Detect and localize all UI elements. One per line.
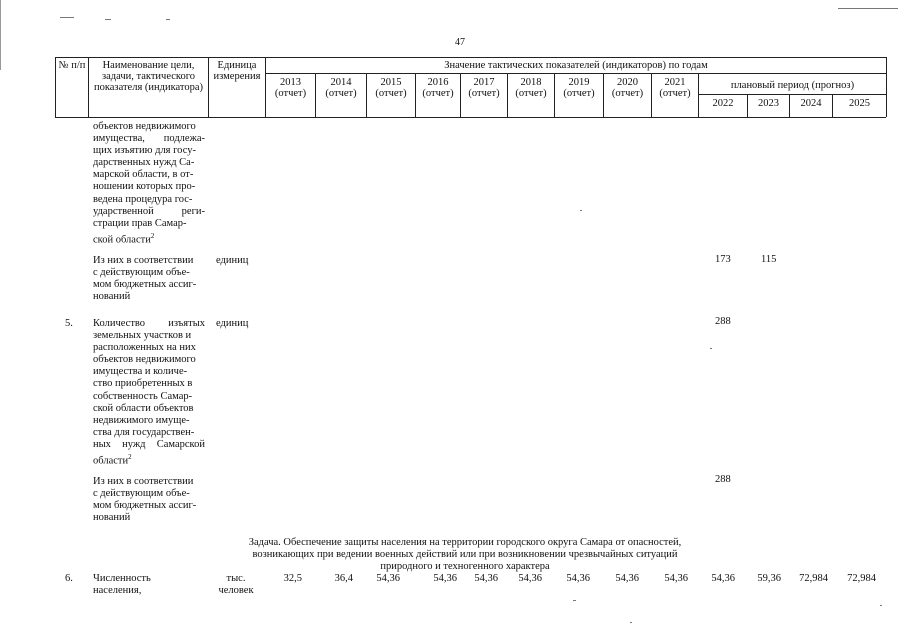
- header-name-col: Наименование цели, задачи, тактического показателя (индикатора): [93, 60, 204, 93]
- row-sub1-unit: единиц: [216, 255, 249, 266]
- row6-num: 6.: [65, 573, 73, 584]
- row-sub1-2022: 173: [715, 254, 731, 265]
- row6-value-2018: 54,36: [518, 573, 542, 584]
- row6-value-2015: 54,36: [376, 573, 400, 584]
- scan-edge: [0, 0, 1, 70]
- header-year-2019: 2019 (отчет): [563, 77, 595, 99]
- row6-value-2019: 54,36: [566, 573, 590, 584]
- row-sub2-2022: 288: [715, 474, 731, 485]
- scan-speck: [710, 348, 712, 349]
- scan-speck: [573, 600, 576, 601]
- row-cont-name: объектов недвижимого имущества, подлежа- щих изъятию для госу- дарственных нужд Са- марской области, в от- ношении которых про- ведена процедура гос- ударственной реги- страции прав Самар- ской области$^2$: [93, 121, 205, 246]
- scan-speck: [105, 19, 111, 20]
- header-year-2025: 2025: [849, 98, 870, 109]
- row6-value-2017: 54,36: [474, 573, 498, 584]
- header-group-title: Значение тактических показателей (индикаторов) по годам: [444, 60, 708, 71]
- row6-value-2021: 54,36: [664, 573, 688, 584]
- header-year-2023: 2023: [758, 98, 779, 109]
- header-year-2021: 2021 (отчет): [659, 77, 691, 99]
- row5-num: 5.: [65, 318, 73, 329]
- row5-name: Количество изъятых земельных участков и расположенных на них объектов недвижимого имущества и количе- ство приобретенных в собственность Самар- ской области объектов недвижимого имуще- ства для государствен- ных нужд Самарской области$^2$: [93, 318, 205, 467]
- header-year-2015: 2015 (отчет): [375, 77, 407, 99]
- row-sub1-name: Из них в соответствии с действующим объе- мом бюджетных ассиг- нований: [93, 255, 197, 303]
- row6-unit: тыс. человек: [218, 573, 254, 597]
- row6-value-2024: 72,984: [799, 573, 828, 584]
- header-year-2024: 2024: [800, 98, 822, 109]
- scan-speck: [630, 622, 632, 623]
- row5-2022: 288: [715, 316, 731, 327]
- header-year-2013: 2013 (отчет): [274, 77, 307, 99]
- scan-speck: [166, 19, 170, 20]
- header-year-2014: 2014 (отчет): [325, 77, 357, 99]
- row6-value-2013: 32,5: [283, 573, 302, 584]
- row-sub1-2023: 115: [761, 254, 777, 265]
- header-year-2018: 2018 (отчет): [515, 77, 547, 99]
- header-num-col: № п/п: [58, 60, 86, 71]
- scan-speck: [580, 210, 582, 211]
- header-year-2020: 2020 (отчет): [611, 77, 644, 99]
- row6-name: Численность населения,: [93, 573, 151, 597]
- scan-speck: [60, 17, 74, 18]
- scan-speck: [880, 605, 882, 606]
- scan-line: [838, 8, 898, 9]
- row6-value-2022: 54,36: [711, 573, 735, 584]
- header-year-2016: 2016 (отчет): [422, 77, 454, 99]
- row5-unit: единиц: [216, 318, 249, 329]
- page-number: 47: [455, 37, 465, 48]
- row-sub2-name: Из них в соответствии с действующим объе- мом бюджетных ассиг- нований: [93, 476, 197, 524]
- row6-value-2016: 54,36: [433, 573, 457, 584]
- row6-value-2020: 54,36: [615, 573, 639, 584]
- task-heading: Задача. Обеспечение защиты населения на территории городского округа Самара от опасностей, возникающих при ведении военных действий или при возникновении чрезвычайных ситуаций природного и техногенного характера: [248, 537, 682, 573]
- header-planned-title: плановый период (прогноз): [730, 80, 855, 91]
- row6-value-2014: 36,4: [334, 573, 353, 584]
- row6-value-2025: 72,984: [847, 573, 876, 584]
- header-year-2017: 2017 (отчет): [468, 77, 500, 99]
- header-year-2022: 2022: [712, 98, 734, 109]
- row6-value-2023: 59,36: [757, 573, 781, 584]
- header-unit-col: Единица измерения: [213, 60, 261, 82]
